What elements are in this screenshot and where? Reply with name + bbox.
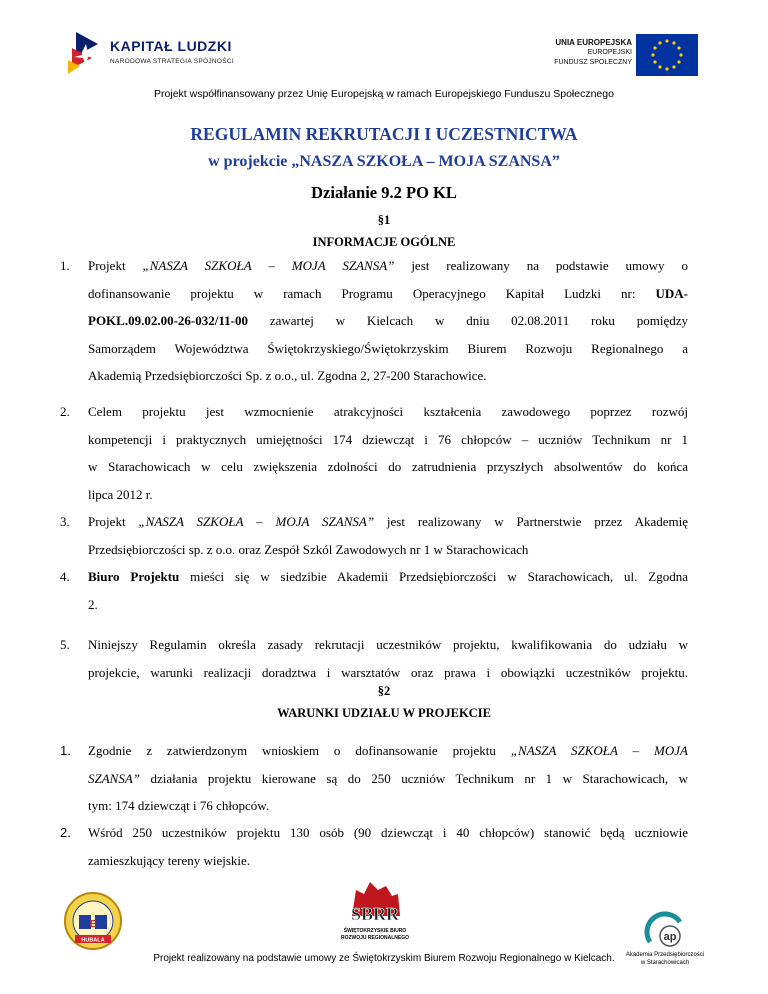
sbrr-line2: ROZWOJU REGIONALNEGO	[340, 935, 410, 941]
akademia-mark-text: ap	[663, 931, 677, 943]
kapital-ludzki-star-icon	[68, 30, 104, 76]
school-emblem-ribbon: HUBALA	[81, 937, 105, 944]
section2-item-1	[60, 737, 688, 820]
eu-line3: FUNDUSZ SPOŁECZNY	[554, 59, 632, 66]
section2-item-2	[60, 819, 688, 874]
page-footer	[0, 880, 768, 994]
item-line: 2.	[88, 596, 98, 612]
item-line: Projekt „NASZA SZKOŁA – MOJA SZANSA” jest realizowany w Partnerstwie przez Akademię	[88, 514, 688, 529]
item-line: POKL.09.02.00-26-032/11-00 zawartej w Kielcach w dniu 02.08.2011 roku pomiędzy	[88, 313, 688, 328]
eu-line2: EUROPEJSKI	[587, 49, 632, 56]
item-line: Projekt „NASZA SZKOŁA – MOJA SZANSA” jest realizowany na podstawie umowy o	[88, 258, 688, 273]
akademia-logo	[620, 904, 710, 966]
item-line: Niniejszy Regulamin określa zasady rekrutacji uczestników projektu, kwalifikowania do udziału w	[88, 637, 688, 652]
item-line: kompetencji i praktycznych umiejętności 174 dziewcząt i 76 chłopców – uczniów Technikum nr 1	[88, 431, 688, 447]
section1-item-4	[60, 563, 688, 618]
document-subtitle: w projekcie „NASZA SZKOŁA – MOJA SZANSA”	[208, 153, 560, 170]
section1-item-1	[60, 252, 688, 390]
kapital-ludzki-subtitle: NARODOWA STRATEGIA SPÓJNOŚCI	[110, 58, 234, 65]
item-line: Akademią Przedsiębiorczości Sp. z o.o., ul. Zgodna 2, 27-200 Starachowice.	[88, 368, 487, 383]
item-number: 1.	[60, 743, 71, 758]
kapital-ludzki-title: KAPITAŁ LUDZKI	[110, 38, 232, 54]
item-line: Samorządem Województwa Świętokrzyskiego/Świętokrzyskim Biurem Rozwoju Regionalnego a	[88, 340, 688, 356]
sbrr-mark-text: SBRR	[350, 904, 400, 924]
sbrr-line1: ŚWIĘTOKRZYSKIE BIURO	[343, 928, 407, 934]
item-number: 4.	[60, 569, 70, 584]
school-emblem-icon	[63, 891, 123, 951]
item-line: lipca 2012 r.	[88, 486, 153, 502]
section1-item-5	[60, 631, 688, 686]
item-line: Wśród 250 uczestników projektu 130 osób (90 dziewcząt i 40 chłopców) stanowić będą uczniowie	[88, 825, 688, 840]
section2-heading: WARUNKI UDZIAŁU W PROJEKCIE	[277, 706, 491, 720]
action-label: Działanie 9.2 PO KL	[311, 183, 457, 202]
section1-item-3	[60, 508, 688, 563]
eu-line1: UNIA EUROPEJSKA	[555, 38, 632, 47]
section1-sign: §1	[377, 213, 391, 227]
kapital-ludzki-logo	[68, 30, 238, 78]
akademia-line2: w Starachowicach	[640, 960, 690, 966]
section2-sign: §2	[377, 684, 391, 698]
akademia-line1: Akademia Przedsiębiorczości	[625, 952, 705, 958]
item-line: tym: 174 dziewcząt i 76 chłopców.	[88, 798, 270, 813]
item-line: projekcie, warunki realizacji doradztwa i warsztatów oraz prawa i obowiązki uczestników projektu.	[88, 664, 688, 680]
cofinance-note: Projekt współfinansowany przez Unię Europejską w ramach Europejskiego Funduszu Społecznego	[154, 88, 614, 100]
document-title: REGULAMIN REKRUTACJI I UCZESTNICTWA	[190, 124, 578, 144]
item-number: 5.	[60, 637, 70, 652]
item-number: 2.	[60, 825, 71, 840]
eu-logo	[522, 34, 698, 76]
section1-heading: INFORMACJE OGÓLNE	[312, 235, 456, 249]
item-line: zamieszkujący tereny wiejskie.	[88, 852, 251, 868]
school-emblem-letter: E	[89, 919, 97, 930]
eu-flag-icon	[636, 34, 698, 76]
page-header	[0, 0, 768, 100]
item-line: Celem projektu jest wzmocnienie atrakcyjności kształcenia zawodowego poprzez rozwój	[88, 404, 688, 419]
sbrr-logo	[330, 880, 420, 946]
item-line: Przedsiębiorczości sp. z o.o. oraz Zespół Szkól Zawodowych nr 1 w Starachowicach	[88, 541, 529, 557]
item-line: SZANSA” działania projektu kierowane są do 250 uczniów Technikum nr 1 w Starachowicach, w	[88, 770, 688, 786]
item-line: w Starachowicach w celu zwiększenia zdolności do zatrudnienia przyszłych absolwentów do końca	[88, 459, 688, 474]
item-number: 1.	[60, 258, 70, 273]
sbrr-mark-icon	[330, 880, 420, 928]
footer-note: Projekt realizowany na podstawie umowy ze Świętokrzyskim Biurem Rozwoju Regionalnego w Kielcach.	[153, 953, 615, 964]
item-line: Zgodnie z zatwierdzonym wnioskiem o dofinansowanie projektu „NASZA SZKOŁA – MOJA	[88, 743, 688, 758]
item-number: 3.	[60, 514, 70, 529]
section1-item-2	[60, 398, 688, 508]
item-line: Biuro Projektu mieści się w siedzibie Akademii Przedsiębiorczości w Starachowicach, ul. Zgodna	[88, 569, 688, 584]
item-line: dofinansowanie projektu w ramach Programu Operacyjnego Kapitał Ludzki nr: UDA-	[88, 285, 688, 301]
item-number: 2.	[60, 404, 70, 419]
akademia-mark-icon	[620, 904, 710, 950]
